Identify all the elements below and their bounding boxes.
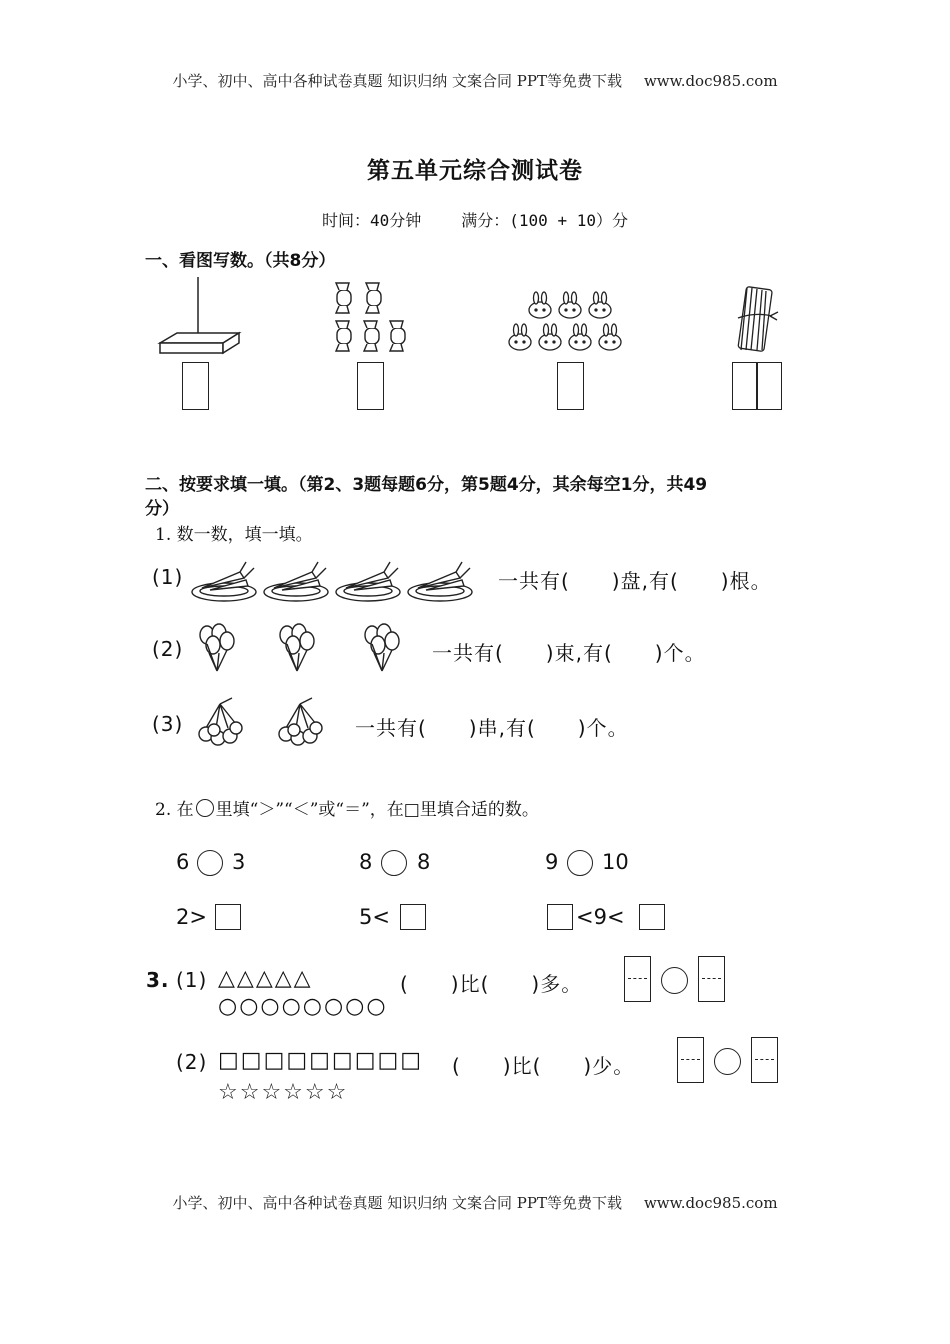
circles-row: ○○○○○○○○ xyxy=(218,994,388,1019)
footer-text: 小学、初中、高中各种试卷真题 知识归纳 文案合同 PPT等免费下载 xyxy=(172,1194,622,1212)
q2-row1-left-a: 6 xyxy=(176,850,190,874)
q2-label-circle-icon xyxy=(196,799,214,817)
section2-heading-line1: 二、按要求填一填。（第2、3题每题6分，第5题4分，其余每空1分，共49 xyxy=(145,475,708,495)
q3-part2-box-left[interactable] xyxy=(677,1037,704,1083)
page-title: 第五单元综合测试卷 xyxy=(367,157,583,184)
q2-label-pre: 2. 在 xyxy=(155,800,194,820)
q2-row1-right-b: 8 xyxy=(417,850,431,874)
footer-url[interactable]: www.doc985.com xyxy=(643,1194,778,1212)
exam-time: 时间：40分钟 xyxy=(322,211,422,230)
header-url[interactable]: www.doc985.com xyxy=(643,72,778,90)
exam-info xyxy=(0,208,950,231)
q2-row2-c: <9< xyxy=(576,905,625,929)
q3-number: 3. xyxy=(146,968,170,992)
compare-circle-1[interactable] xyxy=(197,850,223,876)
fill-box-3[interactable] xyxy=(547,904,573,930)
q2-row1-left-c: 9 xyxy=(545,850,559,874)
q3-part2-number: (2) xyxy=(176,1050,208,1074)
fill-box-4[interactable] xyxy=(639,904,665,930)
fill-box-1[interactable] xyxy=(215,904,241,930)
header-text: 小学、初中、高中各种试卷真题 知识归纳 文案合同 PPT等免费下载 xyxy=(172,72,622,90)
stars-row: ☆☆☆☆☆☆ xyxy=(218,1080,349,1105)
q2-row1-right-c: 10 xyxy=(602,850,629,874)
compare-circle-2[interactable] xyxy=(381,850,407,876)
stick-bundle-picture xyxy=(730,280,790,355)
answer-box-2[interactable] xyxy=(357,362,384,410)
page-header xyxy=(0,70,950,91)
section2-heading-line2: 分） xyxy=(145,499,179,519)
q3-part1-box-right[interactable] xyxy=(698,956,725,1002)
rabbits-picture xyxy=(505,288,625,358)
q1-item2-number: (2) xyxy=(152,637,184,661)
cherry-bunches-picture xyxy=(195,698,335,750)
q2-row1-right-a: 3 xyxy=(232,850,246,874)
q2-label-post: 里填“＞”“＜”或“＝”，在□里填合适的数。 xyxy=(215,800,539,820)
q1-item1-number: (1) xyxy=(152,565,184,589)
q3-part1-circle[interactable] xyxy=(661,967,688,994)
q3-part2-text: ( )比( )少。 xyxy=(452,1054,635,1078)
q3-part1-number: (1) xyxy=(176,968,208,992)
answer-box-1[interactable] xyxy=(182,362,209,410)
exam-score: 满分：(100 + 10）分 xyxy=(461,211,628,230)
balloon-bunches-picture xyxy=(195,623,415,678)
q2-row2-b: 5< xyxy=(359,905,390,929)
q3-part2-circle[interactable] xyxy=(714,1048,741,1075)
q1-label: 1. 数一数，填一填。 xyxy=(155,525,313,545)
block-picture xyxy=(155,275,245,360)
squares-row: □□□□□□□□□ xyxy=(218,1048,424,1073)
fill-box-2[interactable] xyxy=(400,904,426,930)
section1-heading: 一、看图写数。（共8分） xyxy=(145,251,336,271)
page-footer xyxy=(0,1192,950,1213)
q1-item3-text: 一共有( )串,有( )个。 xyxy=(355,716,629,740)
q2-row2-a: 2> xyxy=(176,905,207,929)
q3-part1-text: ( )比( )多。 xyxy=(400,972,583,996)
carrot-plates-picture xyxy=(192,552,482,602)
answer-box-3[interactable] xyxy=(557,362,584,410)
q1-item2-text: 一共有( )束,有( )个。 xyxy=(432,641,706,665)
triangles-row: △△△△△ xyxy=(218,966,313,991)
candies-picture xyxy=(330,280,415,358)
q1-item1-text: 一共有( )盘,有( )根。 xyxy=(498,569,772,593)
compare-circle-3[interactable] xyxy=(567,850,593,876)
q2-label xyxy=(155,795,539,820)
q3-part1-box-left[interactable] xyxy=(624,956,651,1002)
q3-part2-box-right[interactable] xyxy=(751,1037,778,1083)
q1-item3-number: (3) xyxy=(152,712,184,736)
answer-box-4[interactable] xyxy=(732,362,782,410)
q2-row1-left-b: 8 xyxy=(359,850,373,874)
